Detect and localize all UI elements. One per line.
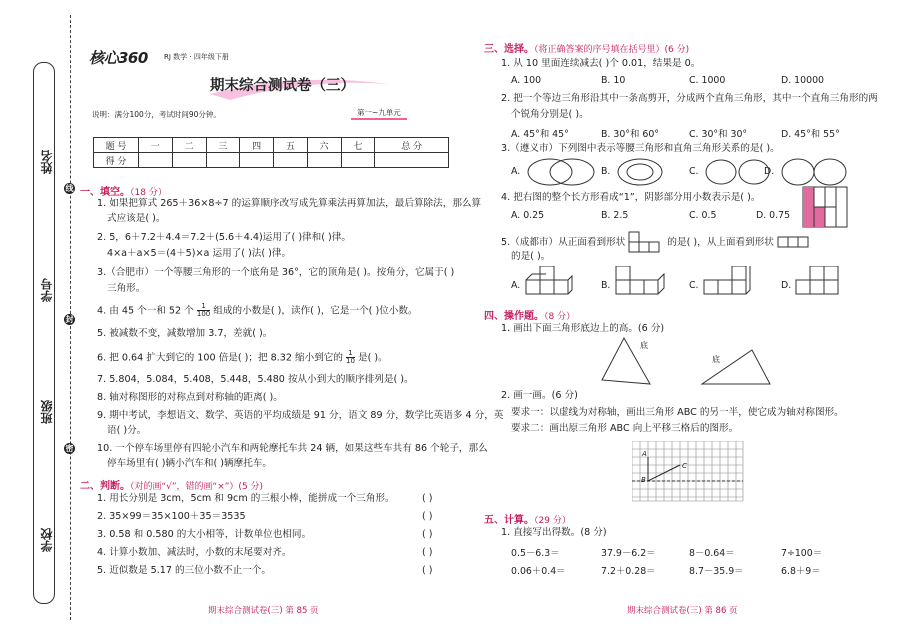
q10-line1: 10. 一个停车场里停有四轮小汽车和两轮摩托车共 24 辆，如果这些车共有 86 个轮子，那么 [97, 443, 488, 454]
subject-label: RJ 数学 · 四年级下册 [164, 53, 229, 61]
score-header-cell: 四 [240, 138, 274, 153]
choice-5-option-d[interactable]: D. [781, 280, 792, 291]
base-label-1: 底 [640, 341, 648, 350]
choice-3-option-d[interactable]: D. [764, 166, 775, 177]
point-c-label: C [682, 462, 687, 470]
choice-4-option-d[interactable]: D. 0.75 [756, 210, 791, 221]
score-cell[interactable] [172, 153, 206, 168]
page-footer-left: 期末综合测试卷(三) 第 85 页 [208, 606, 319, 616]
score-cell[interactable] [139, 153, 173, 168]
judge-1: 1. 用长分别是 3cm，5cm 和 9cm 的三根小棒，能拼成一个三角形。 [97, 493, 395, 504]
choice-5-part2: 的是( )，从上面看到形状 [667, 237, 774, 248]
score-header-cell: 六 [307, 138, 341, 153]
judge-5: 5. 近似数是 5.17 的三位小数不止一个。 [97, 565, 271, 576]
score-header-cell: 题 号 [94, 138, 139, 153]
cube-stack-b-icon [614, 266, 668, 300]
choice-3-option-c[interactable]: C. [689, 166, 699, 177]
score-cell[interactable] [240, 153, 274, 168]
operation-2-req1: 要求一：以虚线为对称轴，画出三角形 ABC 的另一半，使它成为轴对称图形。 [511, 407, 844, 418]
score-header-cell: 五 [274, 138, 308, 153]
choice-5-line2: 的是( )。 [511, 251, 551, 262]
judge-4-answer[interactable]: ( ) [422, 547, 433, 558]
judge-5-answer[interactable]: ( ) [422, 565, 433, 576]
choice-1-option-c[interactable]: C. 1000 [689, 75, 726, 86]
choice-4-option-b[interactable]: B. 2.5 [601, 210, 629, 221]
choice-2-line2: 个锐角分别是( )。 [511, 109, 589, 120]
score-cell[interactable] [206, 153, 240, 168]
drawing-grid[interactable] [632, 441, 744, 502]
page-title: 期末综合测试卷（三） [210, 78, 355, 94]
section-fill-blank: 一、填空。（18 分） [80, 187, 167, 198]
choice-5-part1: 5.（成都市）从正面看到形状 [501, 237, 626, 248]
binding-strip [0, 0, 74, 636]
score-cell[interactable] [274, 153, 308, 168]
venn-separate-icon [704, 157, 775, 187]
binding-frame [33, 62, 55, 604]
score-row-label: 得 分 [94, 153, 139, 168]
point-a-label: A [642, 450, 647, 458]
q9-line1: 9. 期中考试，李想语文、数学、英语的平均成绩是 91 分，语文 89 分，数学比英语多 4 分，英 [97, 410, 504, 421]
calc-r1-c2[interactable]: 37.9－6.2＝ [601, 548, 656, 559]
point-b-label: B [641, 476, 646, 484]
score-header-cell: 三 [206, 138, 240, 153]
q10-line2: 停车场里有( )辆小汽车和( )辆摩托车。 [107, 458, 272, 469]
calc-r2-c1[interactable]: 0.06＋0.4＝ [511, 566, 566, 577]
judge-2: 2. 35×99＝35×100＋35＝3535 [97, 511, 246, 522]
right-page [484, 0, 894, 636]
score-cell[interactable] [307, 153, 341, 168]
choice-2-option-c[interactable]: C. 30°和 30° [689, 129, 748, 140]
judge-3: 3. 0.58 和 0.580 的大小相等，计数单位也相同。 [97, 529, 312, 540]
q7: 7. 5.804，5.084，5.408，5.448，5.480 按从小到大的顺序排列是( )。 [97, 374, 414, 385]
left-page [80, 0, 504, 636]
choice-4-option-a[interactable]: A. 0.25 [511, 210, 545, 221]
section-judge: 二、判断。（对的画“√”，错的画“×”）(5 分) [80, 481, 264, 492]
calc-r1-c4[interactable]: 7÷100＝ [781, 548, 823, 559]
venn-nested-icon [616, 157, 664, 187]
score-header-cell: 总 分 [375, 138, 449, 153]
score-cell[interactable] [375, 153, 449, 168]
q5: 5. 被减数不变，减数增加 3.7，差就( )。 [97, 328, 273, 339]
score-header-cell: 七 [341, 138, 375, 153]
cube-stack-d-icon [794, 266, 844, 300]
q6-part2: 是( )。 [358, 352, 388, 364]
school-label: 学校 [40, 528, 54, 552]
base-label-2: 底 [712, 355, 720, 364]
cut-mark-close: 密 [65, 444, 74, 453]
choice-5-line [501, 231, 813, 253]
score-header-cell: 二 [172, 138, 206, 153]
q6 [97, 350, 388, 365]
q4-fraction: $\frac{1}{100}$ [196, 302, 211, 318]
venn-overlap-icon [526, 157, 596, 187]
q1-line1: 1. 如果把算式 265＋36×8÷7 的运算顺序改写成先算乘法再算加法，最后算除法，那么算 [97, 198, 482, 209]
judge-2-answer[interactable]: ( ) [422, 511, 433, 522]
student-id-label: 学号 [40, 278, 54, 302]
q1-line2: 式应该是( )。 [107, 213, 166, 224]
page-footer-right: 期末综合测试卷(三) 第 86 页 [627, 606, 738, 616]
cut-mark-line: 线 [65, 184, 74, 193]
q4-part1: 4. 由 45 个一和 52 个 [97, 305, 194, 317]
choice-1-option-b[interactable]: B. 10 [601, 75, 626, 86]
operation-1: 1. 画出下面三角形底边上的高。(6 分) [501, 323, 665, 334]
unit-range: 第一~九单元 [351, 107, 407, 120]
class-label: 班级 [40, 400, 54, 424]
name-label: 姓名 [40, 150, 54, 174]
q4-part2: 组成的小数是( )，读作( )，它是一个( )位小数。 [213, 305, 418, 317]
choice-1-option-a[interactable]: A. 100 [511, 75, 542, 86]
choice-4-option-c[interactable]: C. 0.5 [689, 210, 717, 221]
section-calculation: 五、计算。（29 分） [484, 515, 571, 526]
choice-2-line1: 2. 把一个等边三角形沿其中一条高剪开，分成两个直角三角形，其中一个直角三角形的两 [501, 93, 878, 104]
choice-4: 4. 把右图的整个长方形看成“1”，阴影部分用小数表示是( )。 [501, 192, 761, 203]
operation-2-req2: 要求二：画出原三角形 ABC 向上平移三格后的图形。 [511, 423, 739, 434]
cube-stack-c-icon [702, 266, 752, 300]
q3-line2: 三角形。 [107, 283, 146, 294]
cube-stack-a-icon [524, 266, 574, 300]
choice-5-option-c[interactable]: C. [689, 280, 699, 291]
q8: 8. 轴对称图形的对称点到对称轴的距离( )。 [97, 392, 283, 403]
score-header-cell: 一 [139, 138, 173, 153]
choice-5-option-a[interactable]: A. [511, 280, 521, 291]
q6-fraction: $\frac{1}{10}$ [346, 349, 355, 365]
choice-2-option-d[interactable]: D. 45°和 55° [781, 129, 840, 140]
operation-2: 2. 画一画。(6 分) [501, 390, 578, 401]
section-operation: 四、操作题。（8 分） [484, 311, 576, 322]
score-table [93, 137, 449, 168]
q9-line2: 语( )分。 [107, 425, 147, 436]
choice-1-option-d[interactable]: D. 10000 [781, 75, 825, 86]
q4 [97, 303, 418, 318]
calc-r2-c3[interactable]: 8.7－35.9＝ [689, 566, 744, 577]
q6-part1: 6. 把 0.64 扩大到它的 100 倍是( )；把 8.32 缩小到它的 [97, 352, 343, 364]
choice-2-option-b[interactable]: B. 30°和 60° [601, 129, 659, 140]
calc-r1-c3[interactable]: 8－0.64＝ [689, 548, 735, 559]
choice-3: 3.（遵义市）下列图中表示等腰三角形和直角三角形关系的是( )。 [501, 143, 780, 154]
calc-r2-c4[interactable]: 6.8＋9＝ [781, 566, 821, 577]
choice-3-option-b[interactable]: B. [601, 166, 611, 177]
calc-r1-c1[interactable]: 0.5－6.3＝ [511, 548, 560, 559]
top-view-shape-icon [777, 235, 813, 249]
shaded-rectangle-figure [802, 186, 848, 228]
choice-1: 1. 从 10 里面连续减去( )个 0.01，结果是 0。 [501, 58, 701, 69]
judge-4: 4. 计算小数加、减法时，小数的末尾要对齐。 [97, 547, 292, 558]
choice-5-option-b[interactable]: B. [601, 280, 611, 291]
q2-line1: 2. 5，6＋7.2＋4.4＝7.2＋(5.6＋4.4)运用了( )律和( )律。 [97, 232, 351, 243]
choice-2-option-a[interactable]: A. 45°和 45° [511, 129, 569, 140]
q3-line1: 3.（合肥市）一个等腰三角形的一个底角是 36°，它的顶角是( )。按角分，它属于( ) [97, 267, 455, 278]
score-cell[interactable] [341, 153, 375, 168]
judge-3-answer[interactable]: ( ) [422, 529, 433, 540]
q2-line2: 4×a＋a×5＝(4＋5)×a 运用了( )法( )律。 [107, 248, 292, 259]
section-choice: 三、选择。（将正确答案的序号填在括号里）(6 分) [484, 44, 690, 55]
judge-1-answer[interactable]: ( ) [422, 493, 433, 504]
choice-3-option-a[interactable]: A. [511, 166, 521, 177]
calc-r2-c2[interactable]: 7.2＋0.28＝ [601, 566, 656, 577]
calc-1: 1. 直接写出得数。(8 分) [501, 527, 607, 538]
exam-note: 说明：满分100分，考试时间90分钟。 [92, 110, 221, 119]
venn-touching-icon [780, 157, 850, 187]
triangle-figures [594, 336, 784, 386]
cut-mark-seal: 封 [65, 315, 74, 324]
front-view-shape-icon [628, 231, 664, 253]
brand-logo: 核心360 [89, 49, 148, 67]
